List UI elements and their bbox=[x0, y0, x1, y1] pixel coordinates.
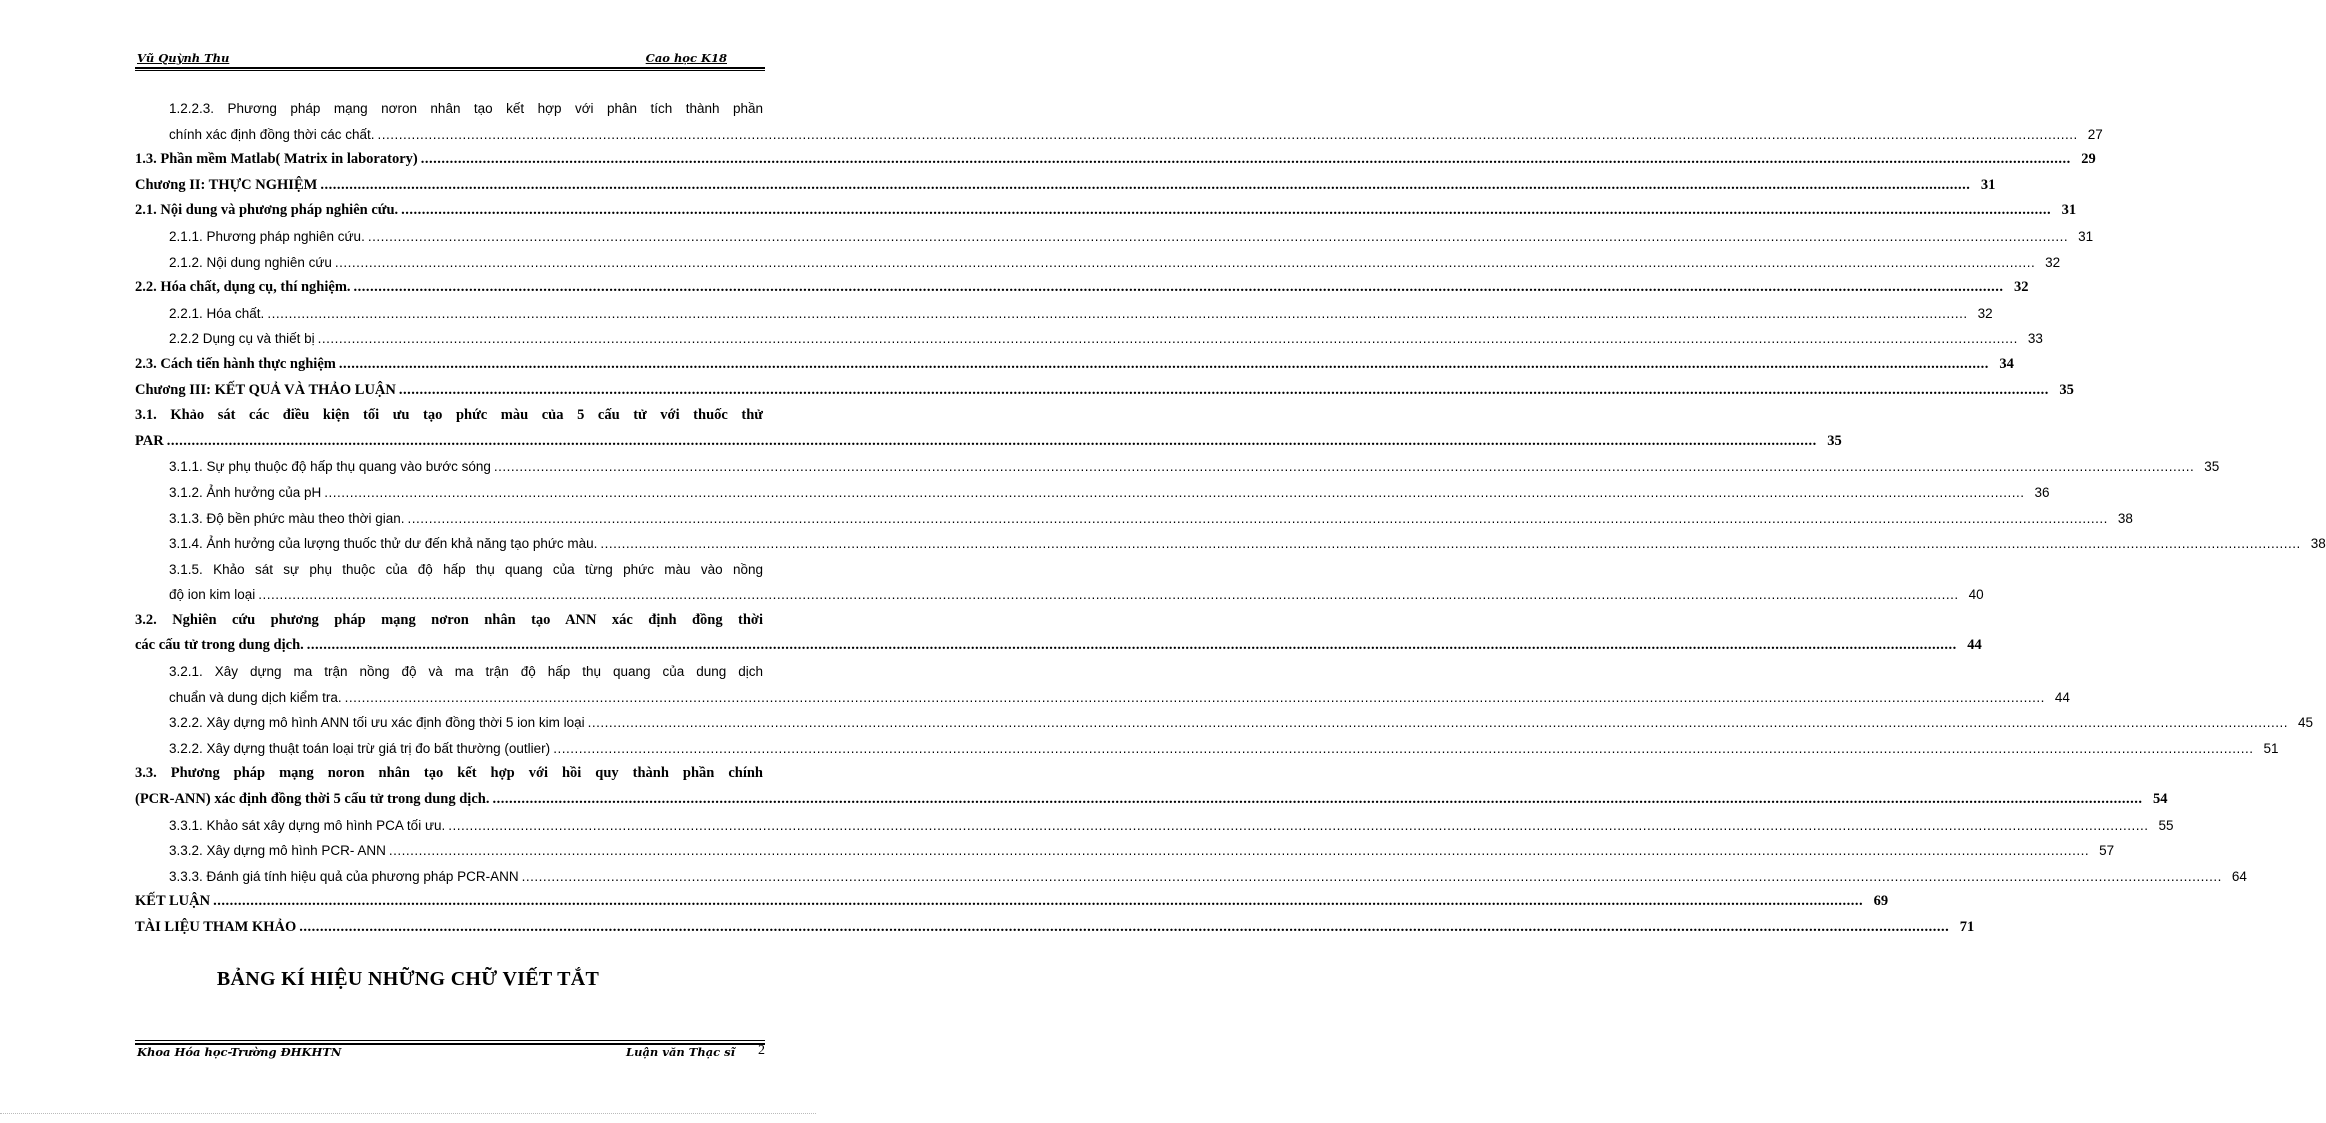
abbreviations-heading: BẢNG KÍ HIỆU NHỮNG CHỮ VIẾT TẮT bbox=[216, 968, 600, 990]
toc-entry-title: 2.2. Hóa chất, dụng cụ, thí nghiệm. bbox=[135, 279, 351, 296]
toc-entry bbox=[135, 147, 2096, 173]
footer-thesis-type: Luận văn Thạc sĩ bbox=[626, 1045, 735, 1059]
toc-leader-dots: ................................................................................................................................................................................................................................................................................................................................................................................................................ bbox=[367, 228, 2069, 244]
toc-leader-dots: ................................................................................................................................................................................................................................................................................................................................................................................................................ bbox=[166, 432, 1817, 449]
toc-entry bbox=[135, 736, 2279, 762]
toc-entry bbox=[135, 326, 2043, 352]
toc-entry bbox=[135, 403, 1842, 454]
toc-leader-dots: ................................................................................................................................................................................................................................................................................................................................................................................................................ bbox=[320, 176, 1971, 193]
toc-entry-row bbox=[169, 736, 2279, 762]
footer-faculty: Khoa Hóa học-Trường ĐHKHTN bbox=[137, 1045, 342, 1059]
toc-leader-dots: ................................................................................................................................................................................................................................................................................................................................................................................................................ bbox=[521, 868, 2222, 884]
toc-page-number: 32 bbox=[1977, 305, 1993, 321]
toc-page-number: 45 bbox=[2297, 715, 2313, 731]
toc-leader-dots: ................................................................................................................................................................................................................................................................................................................................................................................................................ bbox=[493, 459, 2195, 475]
toc-entry bbox=[135, 838, 2115, 864]
toc-leader-dots: ................................................................................................................................................................................................................................................................................................................................................................................................................ bbox=[258, 587, 1959, 603]
toc-leader-dots: ................................................................................................................................................................................................................................................................................................................................................................................................................ bbox=[388, 843, 2090, 859]
header-author: Vũ Quỳnh Thu bbox=[137, 51, 230, 65]
toc-entry-row bbox=[169, 685, 2070, 711]
toc-entry-row bbox=[169, 506, 2133, 532]
header-rule bbox=[135, 67, 765, 69]
footer-rule-thin bbox=[135, 1040, 765, 1041]
toc-page-number: 38 bbox=[2117, 510, 2133, 526]
toc-entry-row bbox=[169, 710, 2313, 736]
toc-leader-dots: ................................................................................................................................................................................................................................................................................................................................................................................................................ bbox=[338, 355, 1989, 372]
toc-page-number: 34 bbox=[1999, 355, 2014, 372]
toc-page-number: 35 bbox=[1827, 432, 1842, 449]
toc-entry-row bbox=[135, 198, 2077, 224]
toc-page-number: 55 bbox=[2158, 817, 2174, 833]
toc-entry bbox=[135, 378, 2074, 404]
toc-entry-title: 2.1. Nội dung và phương pháp nghiên cứu. bbox=[135, 202, 399, 219]
toc-leader-dots: ................................................................................................................................................................................................................................................................................................................................................................................................................ bbox=[377, 126, 2078, 142]
toc-entry bbox=[135, 506, 2133, 532]
toc-entry bbox=[135, 710, 2313, 736]
toc-leader-dots: ................................................................................................................................................................................................................................................................................................................................................................................................................ bbox=[407, 510, 2108, 526]
toc-entry-title: TÀI LIỆU THAM KHẢO bbox=[135, 919, 297, 935]
toc-entry-title: 3.3.1. Khảo sát xây dựng mô hình PCA tối ưu. bbox=[169, 817, 446, 833]
toc-entry-row bbox=[135, 429, 1842, 455]
toc-leader-dots: ................................................................................................................................................................................................................................................................................................................................................................................................................ bbox=[344, 689, 2045, 705]
page-footer bbox=[135, 1045, 765, 1063]
toc-entry bbox=[135, 659, 2070, 710]
toc-page-number: 32 bbox=[2045, 254, 2061, 270]
toc-entry-title: 3.3.2. Xây dựng mô hình PCR- ANN bbox=[169, 843, 386, 859]
toc-entry bbox=[135, 889, 1889, 915]
toc-page-number: 69 bbox=[1873, 893, 1889, 910]
toc-entry-row bbox=[169, 301, 1993, 327]
toc-entry-row bbox=[169, 480, 2050, 506]
toc-entry bbox=[135, 224, 2094, 250]
toc-page-number: 40 bbox=[1968, 587, 1984, 603]
page-header bbox=[135, 50, 765, 68]
toc-page-number: 44 bbox=[1967, 637, 1982, 654]
toc-page-number: 36 bbox=[2034, 484, 2050, 500]
toc-entry bbox=[135, 915, 1975, 941]
toc-page-number: 27 bbox=[2087, 126, 2103, 142]
toc-leader-dots: ................................................................................................................................................................................................................................................................................................................................................................................................................ bbox=[299, 919, 1950, 935]
toc-page-number: 32 bbox=[2014, 279, 2029, 296]
toc-entry-title: 2.1.2. Nội dung nghiên cứu bbox=[169, 254, 332, 270]
toc-page-number: 64 bbox=[2231, 868, 2247, 884]
toc-leader-dots: ................................................................................................................................................................................................................................................................................................................................................................................................................ bbox=[600, 536, 2301, 552]
toc-entry-row bbox=[169, 582, 1984, 608]
toc-leader-dots: ................................................................................................................................................................................................................................................................................................................................................................................................................ bbox=[317, 331, 2018, 347]
toc-entry bbox=[135, 198, 2077, 224]
toc-entry-title: 2.3. Cách tiến hành thực nghiệm bbox=[135, 355, 336, 372]
toc-entry-title-line: 3.2.1. Xây dựng ma trận nồng độ và ma trận độ hấp thụ quang của dung dịch bbox=[169, 664, 763, 680]
toc-entry bbox=[135, 761, 2168, 812]
toc-leader-dots: ................................................................................................................................................................................................................................................................................................................................................................................................................ bbox=[492, 791, 2143, 808]
toc-entry-title: Chương II: THỰC NGHIỆM bbox=[135, 176, 318, 193]
toc-entry-row bbox=[169, 326, 2043, 352]
toc-leader-dots: ................................................................................................................................................................................................................................................................................................................................................................................................................ bbox=[587, 715, 2288, 731]
toc-page-number: 29 bbox=[2081, 151, 2096, 168]
toc-page-number: 35 bbox=[2204, 459, 2220, 475]
toc-entry-title-line: 3.3. Phương pháp mạng noron nhân tạo kết hợp với hồi quy thành phần chính bbox=[135, 765, 763, 782]
toc-entry-title: 3.1.3. Độ bền phức màu theo thời gian. bbox=[169, 510, 405, 526]
toc-leader-dots: ................................................................................................................................................................................................................................................................................................................................................................................................................ bbox=[334, 254, 2036, 270]
toc-entry-title: 2.2.1. Hóa chất. bbox=[169, 305, 265, 321]
toc-entry-row bbox=[169, 250, 2061, 276]
toc-leader-dots: ................................................................................................................................................................................................................................................................................................................................................................................................................ bbox=[401, 202, 2052, 219]
toc-entry-row bbox=[135, 147, 2096, 173]
toc-entry-row bbox=[169, 224, 2094, 250]
toc-entry-title: độ ion kim loại bbox=[169, 587, 256, 603]
toc-page-number: 31 bbox=[1980, 176, 1996, 193]
toc-entry-title-line: 3.1.5. Khảo sát sự phụ thuộc của độ hấp thụ quang của từng phức màu vào nồng bbox=[169, 561, 763, 577]
toc-entry bbox=[135, 173, 1996, 199]
page-number: 2 bbox=[758, 1043, 765, 1058]
toc-leader-dots: ................................................................................................................................................................................................................................................................................................................................................................................................................ bbox=[553, 740, 2254, 756]
toc-entry-title: 3.2.2. Xây dựng thuật toán loại trừ giá trị đo bất thường (outlier) bbox=[169, 740, 551, 756]
toc-entry-title: chuẩn và dung dịch kiểm tra. bbox=[169, 689, 342, 705]
toc-entry bbox=[135, 96, 2103, 147]
toc-entry-row bbox=[135, 889, 1889, 915]
toc-entry-row bbox=[169, 838, 2115, 864]
toc-entry-title: chính xác định đồng thời các chất. bbox=[169, 126, 375, 142]
toc-entry bbox=[135, 557, 1984, 608]
toc-entry-title: 3.1.1. Sự phụ thuộc độ hấp thụ quang vào bước sóng bbox=[169, 459, 491, 475]
toc-entry bbox=[135, 250, 2061, 276]
toc-entry-row bbox=[135, 787, 2168, 813]
toc-entry-title: 2.2.2 Dụng cụ và thiết bị bbox=[169, 331, 315, 347]
toc-entry-title: 3.3.3. Đánh giá tính hiệu quả của phương pháp PCR-ANN bbox=[169, 868, 519, 884]
toc-page-number: 35 bbox=[2059, 381, 2074, 398]
toc-entry bbox=[135, 352, 2014, 378]
toc-entry bbox=[135, 275, 2029, 301]
toc-page-number: 33 bbox=[2027, 331, 2043, 347]
toc-entry-title-line: 1.2.2.3. Phương pháp mạng nơron nhân tạo kết hợp với phân tích thành phần bbox=[169, 101, 763, 116]
toc-leader-dots: ................................................................................................................................................................................................................................................................................................................................................................................................................ bbox=[398, 381, 2049, 398]
toc-page-number: 51 bbox=[2263, 740, 2279, 756]
toc-leader-dots: ................................................................................................................................................................................................................................................................................................................................................................................................................ bbox=[448, 817, 2149, 833]
toc-page-number: 31 bbox=[2078, 228, 2094, 244]
toc-entry-row bbox=[169, 813, 2174, 839]
toc-entry bbox=[135, 864, 2247, 890]
toc-entry-title: 3.2.2. Xây dựng mô hình ANN tối ưu xác định đồng thời 5 ion kim loại bbox=[169, 715, 585, 731]
toc-entry bbox=[135, 813, 2174, 839]
toc-entry bbox=[135, 454, 2220, 480]
toc-page-number: 38 bbox=[2310, 536, 2326, 552]
toc-entry-row bbox=[169, 864, 2247, 890]
toc-entry-row bbox=[135, 633, 1982, 659]
toc-leader-dots: ................................................................................................................................................................................................................................................................................................................................................................................................................ bbox=[213, 893, 1864, 910]
toc-leader-dots: ................................................................................................................................................................................................................................................................................................................................................................................................................ bbox=[420, 151, 2071, 168]
toc-entry-title: KẾT LUẬN bbox=[135, 893, 211, 910]
header-course: Cao học K18 bbox=[645, 51, 727, 65]
toc-entry-title-line: 3.2. Nghiên cứu phương pháp mạng nơron nhân tạo ANN xác định đồng thời bbox=[135, 611, 763, 628]
table-of-contents bbox=[135, 96, 2326, 941]
toc-entry bbox=[135, 301, 1993, 327]
toc-leader-dots: ................................................................................................................................................................................................................................................................................................................................................................................................................ bbox=[267, 305, 1968, 321]
toc-entry bbox=[135, 480, 2050, 506]
toc-page-number: 71 bbox=[1959, 919, 1975, 935]
toc-page-number: 54 bbox=[2152, 791, 2168, 808]
toc-entry-title: PAR bbox=[135, 432, 164, 449]
toc-entry-row bbox=[135, 352, 2014, 378]
toc-entry-title: Chương III: KẾT QUẢ VÀ THẢO LUẬN bbox=[135, 381, 396, 398]
toc-entry-title: 1.3. Phần mềm Matlab( Matrix in laboratory) bbox=[135, 151, 418, 168]
toc-entry-title: (PCR-ANN) xác định đồng thời 5 cấu tử trong dung dịch. bbox=[135, 791, 490, 808]
page-bottom-dotted-rule bbox=[0, 1113, 816, 1114]
toc-entry-title: 3.1.4. Ảnh hưởng của lượng thuốc thử dư đến khả năng tạo phức màu. bbox=[169, 536, 598, 552]
toc-leader-dots: ................................................................................................................................................................................................................................................................................................................................................................................................................ bbox=[324, 484, 2025, 500]
toc-entry-row bbox=[169, 531, 2326, 557]
toc-page-number: 44 bbox=[2054, 689, 2070, 705]
toc-page-number: 31 bbox=[2061, 202, 2077, 219]
toc-entry bbox=[135, 608, 1982, 659]
toc-entry-title: các cấu tử trong dung dịch. bbox=[135, 637, 304, 654]
toc-entry-row bbox=[135, 275, 2029, 301]
toc-page-number: 57 bbox=[2099, 843, 2115, 859]
toc-leader-dots: ................................................................................................................................................................................................................................................................................................................................................................................................................ bbox=[306, 637, 1957, 654]
toc-entry-title: 3.1.2. Ảnh hưởng của pH bbox=[169, 484, 322, 500]
toc-leader-dots: ................................................................................................................................................................................................................................................................................................................................................................................................................ bbox=[353, 279, 2004, 296]
toc-entry-title: 2.1.1. Phương pháp nghiên cứu. bbox=[169, 228, 365, 244]
toc-entry-title-line: 3.1. Khảo sát các điều kiện tối ưu tạo phức màu của 5 cấu tử với thuốc thử bbox=[135, 407, 763, 424]
toc-entry-row bbox=[135, 173, 1996, 199]
toc-entry-row bbox=[135, 915, 1975, 941]
toc-entry bbox=[135, 531, 2326, 557]
toc-entry-row bbox=[169, 122, 2103, 148]
header-rule-thin bbox=[135, 70, 765, 71]
toc-entry-row bbox=[169, 454, 2220, 480]
toc-entry-row bbox=[135, 378, 2074, 404]
